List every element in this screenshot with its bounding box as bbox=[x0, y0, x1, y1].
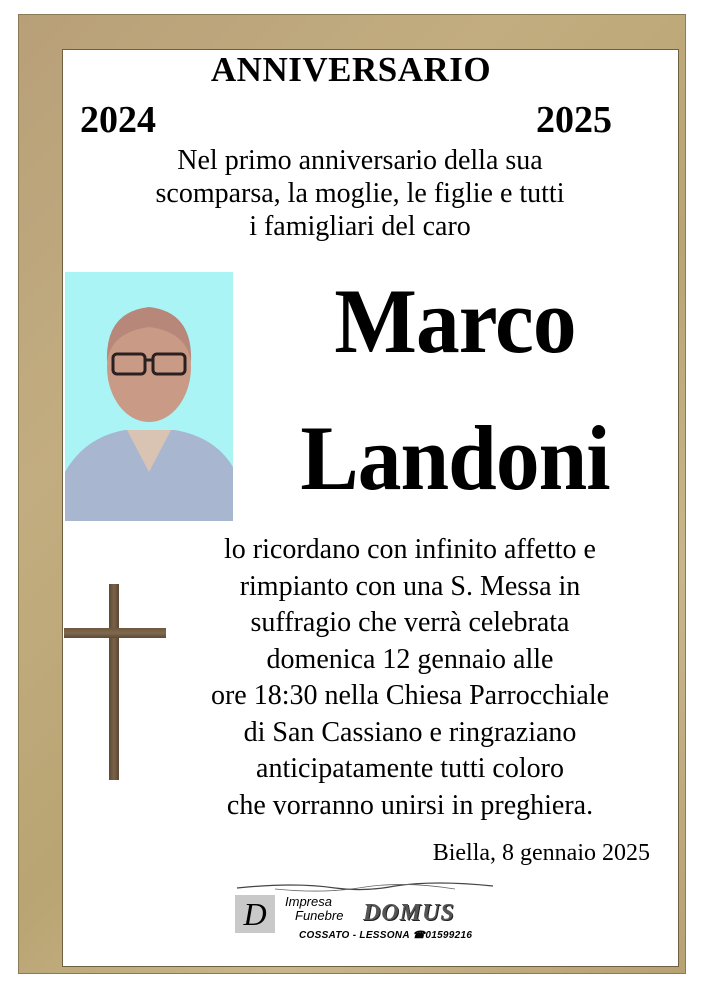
message-line: anticipatamente tutti coloro bbox=[256, 753, 564, 784]
intro-text bbox=[100, 144, 620, 243]
message-line: suffragio che verrà celebrata bbox=[250, 607, 570, 638]
logo-brand: DOMUS bbox=[363, 900, 455, 926]
funeral-home-logo bbox=[235, 880, 495, 950]
intro-line: scomparsa, la moglie, le figlie e tutti bbox=[155, 178, 565, 209]
portrait-icon bbox=[65, 272, 233, 521]
cross-bar bbox=[64, 628, 166, 638]
logo-impresa: Impresa bbox=[285, 894, 332, 909]
deceased-last-name: Landoni bbox=[300, 407, 610, 509]
year-start: 2024 bbox=[80, 99, 156, 141]
logo-letter: D bbox=[235, 895, 275, 933]
message-line: rimpianto con una S. Messa in bbox=[239, 570, 581, 602]
phone-icon: ☎ bbox=[412, 930, 426, 941]
message-line: ore 18:30 nella Chiesa Parrocchiale bbox=[210, 680, 610, 711]
message-line: di San Cassiano e ringraziano bbox=[243, 716, 577, 748]
year-end: 2025 bbox=[536, 99, 612, 141]
message-line: lo ricordano con infinito affetto e bbox=[224, 534, 596, 565]
intro-line: i famigliari del caro bbox=[249, 211, 471, 242]
cross-icon bbox=[109, 584, 119, 780]
phone-number: 01599216 bbox=[425, 930, 473, 941]
message-line: che vorranno unirsi in preghiera. bbox=[226, 789, 594, 821]
date-line: Biella, 8 gennaio 2025 bbox=[432, 840, 650, 866]
message-line: domenica 12 gennaio alle bbox=[266, 643, 554, 675]
notice-title: ANNIVERSARIO bbox=[210, 50, 492, 89]
deceased-first-name: Marco bbox=[334, 270, 576, 372]
intro-line: Nel primo anniversario della sua bbox=[177, 145, 543, 176]
portrait-photo bbox=[65, 272, 233, 521]
logo-funebre: Funebre bbox=[295, 908, 344, 923]
ornament-swirl-icon bbox=[235, 880, 495, 894]
logo-address bbox=[299, 930, 472, 941]
address-text: COSSATO - LESSONA bbox=[299, 930, 410, 941]
message-text bbox=[160, 532, 660, 824]
